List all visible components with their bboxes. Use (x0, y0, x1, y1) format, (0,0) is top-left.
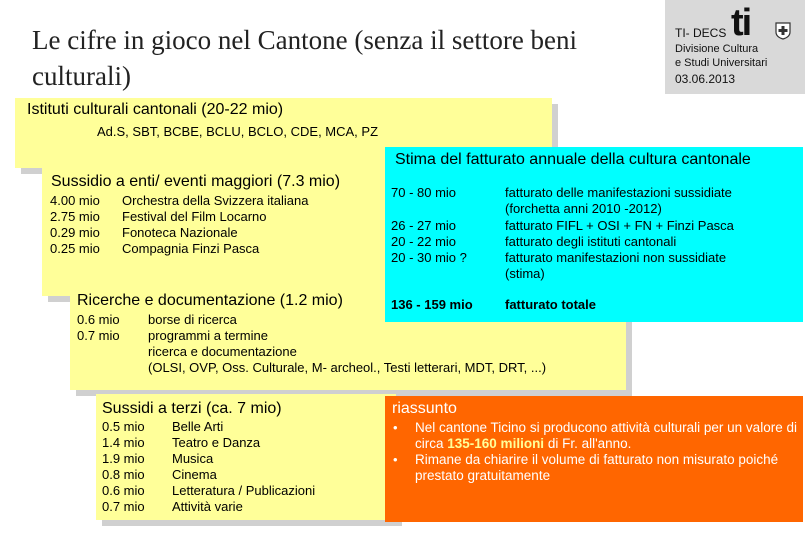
stima-range: 70 - 80 mio (391, 185, 457, 200)
riassunto-highlight: 135-160 milioni (447, 436, 545, 451)
logo-date: 03.06.2013 (675, 72, 736, 86)
ti-logo: ti (731, 2, 751, 44)
terzi-label: Teatro e Danza (172, 435, 261, 450)
stima-box (385, 147, 803, 322)
riassunto-box (385, 396, 803, 522)
riassunto-bullet-2: Rimane da chiarire il volume di fatturato non misurato poiché prestato gratuitamente (415, 452, 779, 483)
stima-text: (forchetta anni 2010 -2012) (505, 201, 662, 216)
stima-total-text: fatturato totale (505, 297, 596, 312)
ricerche-label: ricerca e documentazione (148, 344, 297, 359)
riassunto-bullet-1 (415, 420, 800, 452)
ricerche-amount: 0.6 mio (77, 312, 120, 327)
terzi-label: Belle Arti (172, 419, 224, 434)
istituti-title: Istituti culturali cantonali (20-22 mio) (27, 101, 284, 118)
terzi-amount: 0.6 mio (102, 483, 145, 498)
ricerche-amount: 0.7 mio (77, 328, 120, 343)
terzi-box (96, 394, 396, 520)
logo-line-3: e Studi Universitari (675, 57, 768, 69)
sussidio-label: Festival del Film Locarno (122, 209, 267, 224)
sussidio-amount: 0.29 mio (50, 225, 100, 240)
terzi-amount: 1.9 mio (102, 451, 145, 466)
logo-line-2: Divisione Cultura (675, 43, 759, 55)
sussidio-label: Fonoteca Nazionale (122, 225, 238, 240)
stima-text: fatturato FIFL + OSI + FN + Finzi Pasca (505, 218, 734, 233)
terzi-label: Attività varie (172, 499, 243, 514)
riassunto-title: riassunto (392, 400, 457, 417)
sussidio-label: Orchestra della Svizzera italiana (122, 193, 309, 208)
logo-panel (665, 0, 805, 94)
terzi-label: Cinema (172, 467, 217, 482)
terzi-title: Sussidi a terzi (ca. 7 mio) (102, 400, 282, 417)
stima-range: 20 - 30 mio ? (391, 250, 467, 265)
terzi-amount: 1.4 mio (102, 435, 145, 450)
terzi-amount: 0.7 mio (102, 499, 145, 514)
sussidio-amount: 0.25 mio (50, 241, 100, 256)
riassunto-bullet-1-text: Nel cantone Ticino si producono attività culturali per un valore di circa (415, 420, 797, 451)
ricerche-label: (OLSI, OVP, Oss. Culturale, M- archeol., Testi letterari, MDT, DRT, ...) (148, 360, 547, 375)
swiss-cross-shield-icon (775, 22, 791, 40)
sussidio-title: Sussidio a enti/ eventi maggiori (7.3 mio) (51, 173, 341, 190)
stima-text: fatturato degli istituti cantonali (505, 234, 677, 249)
stima-text: fatturato manifestazioni non sussidiate (505, 250, 727, 265)
ricerche-title: Ricerche e documentazione (1.2 mio) (77, 292, 343, 309)
sussidio-amount: 4.00 mio (50, 193, 100, 208)
ricerche-label: programmi a termine (148, 328, 268, 343)
stima-range: 26 - 27 mio (391, 218, 457, 233)
bullet-icon: • (393, 420, 398, 435)
sussidio-label: Compagnia Finzi Pasca (122, 241, 260, 256)
stima-text: (stima) (505, 266, 545, 281)
logo-line-1: TI- DECS (675, 26, 727, 40)
terzi-amount: 0.8 mio (102, 467, 145, 482)
bullet-icon: • (393, 452, 398, 467)
stima-range: 20 - 22 mio (391, 234, 457, 249)
ricerche-label: borse di ricerca (148, 312, 237, 327)
terzi-amount: 0.5 mio (102, 419, 145, 434)
stima-total-range: 136 - 159 mio (391, 297, 473, 312)
riassunto-bullet-1-end: di Fr. all'anno. (544, 436, 632, 451)
terzi-label: Letteratura / Publicazioni (172, 483, 316, 498)
stima-title: Stima del fatturato annuale della cultura cantonale (395, 151, 751, 168)
page-title: Le cifre in gioco nel Cantone (senza il settore beni culturali) (32, 25, 578, 91)
terzi-label: Musica (172, 451, 214, 466)
sussidio-amount: 2.75 mio (50, 209, 100, 224)
stima-text: fatturato delle manifestazioni sussidiate (505, 185, 732, 200)
istituti-detail: Ad.S, SBT, BCBE, BCLU, BCLO, CDE, MCA, PZ (97, 124, 379, 139)
